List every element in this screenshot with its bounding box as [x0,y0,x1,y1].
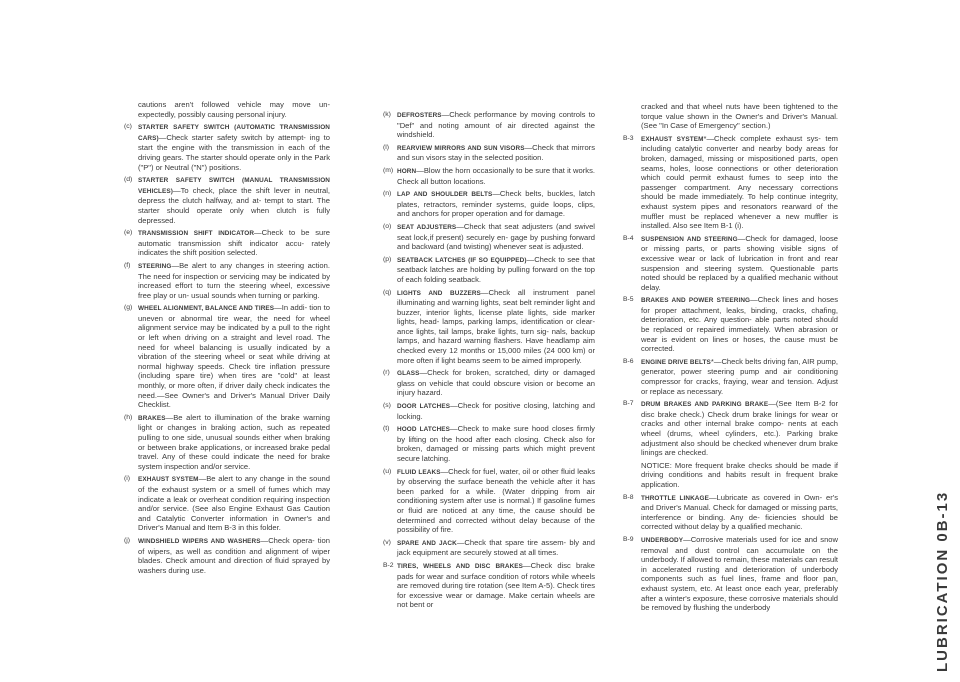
checklist-item [124,122,330,172]
item-label: (r) [383,369,390,377]
item-heading: ENGINE DRIVE BELTS [641,358,711,366]
item-text: —Check for broken, scratched, dirty or damaged glass on vehicle that could obscure vision or become an injury hazard. [397,368,595,398]
item-text: —Check to be sure automatic transmission shift indicator accu- rately indicates the shift position selected. [138,228,330,258]
item-label: (t) [383,425,390,433]
checklist-item [383,401,595,421]
item-heading: LIGHTS AND BUZZERS [397,289,481,297]
item-label: B-8 [623,493,634,501]
item-heading: REARVIEW MIRRORS AND SUN VISORS [397,144,525,152]
item-label: (o) [383,222,392,230]
item-text: —Be alert to any changes in steering action. The need for inspection or servicing may be indicated by increased effort to turn the steering wheel, excessive free play or un- usual sounds when turning or parking. [138,260,330,300]
checklist-item [623,535,838,613]
item-text: —Check that spare tire assem- bly and jack equipment are securely stowed at all times. [397,537,595,558]
item-label: (j) [124,536,131,544]
intro-paragraph: cautions aren't followed vehicle may move un- expectedly, possibly causing personal injury. [138,100,330,119]
checklist-item [623,357,838,396]
item-text: *—Check complete exhaust sys- tem including catalytic converter and nearby body areas for broken, damaged, missing or mispositioned parts, open seams, holes, loose connections or other deterioration which could permit exhaust fumes to seep into the passenger compartment. Any necessary corrections should be made immediately. To help continue integrity, exhaust system pipes and resonators rearward of the muffler must be replaced whenever a new muffler is installed. Also see Item B-1 (i). [641,133,838,231]
item-heading: HOOD LATCHES [397,426,451,434]
item-label: (f) [124,261,131,269]
item-label: (p) [383,255,392,263]
checklist-item [383,255,595,285]
item-heading: SUSPENSION AND STEERING [641,235,738,243]
item-text: —Be alert to any change in the sound of the exhaust system or a smell of fumes which may indicate a leak or overheat condition requiring inspection and/or service. (See also Engine Exhaust Gas Caution and Catalytic Converter information in Owner's and Driver's Manual and Item B-3 in this folder. [138,474,330,533]
item-label: (d) [124,176,133,184]
item-text: —Lubricate as covered in Own- er's and Driver's Manual. Check for damaged or missing parts, interference or binding. Any de- ficiencies should be corrected without delay by a qualified mechanic. [641,492,838,532]
item-label: (i) [124,475,131,483]
item-label: (u) [383,467,392,475]
item-label: B-3 [623,134,634,142]
item-label: B-6 [623,357,634,365]
checklist-item [383,424,595,463]
item-heading: SEATBACK LATCHES (IF SO EQUIPPED) [397,256,527,264]
item-label: B-9 [623,535,634,543]
item-text: —Check performance by moving controls to "Def" and noting amount of air directed against the windshield. [397,110,595,140]
item-heading: DOOR LATCHES [397,403,451,411]
item-label: (c) [124,123,132,131]
checklist-item [623,295,838,354]
item-label: (g) [124,304,133,312]
checklist-item [383,166,595,186]
item-label: B-4 [623,234,634,242]
item-label: B-7 [623,400,634,408]
item-heading: DRUM BRAKES AND PARKING BRAKE [641,401,769,409]
item-heading: GLASS [397,370,420,378]
item-heading: EXHAUST SYSTEM [641,135,704,143]
checklist-item [124,536,330,575]
item-label: (v) [383,538,391,546]
item-text: —To check, place the shift lever in neutral, depress the clutch halfway, and at- tempt to start. The starter should operate only when clutch is fully depressed. [138,185,330,225]
item-text: —Check for positive closing, latching and locking. [397,401,595,421]
checklist-item [623,461,838,490]
section-page-header: LUBRICATION 0B-13 [934,490,951,672]
item-heading: WINDSHIELD WIPERS AND WASHERS [138,537,261,545]
checklist-item [124,175,330,225]
checklist-item [124,228,330,258]
checklist-item [623,493,838,532]
column-right [623,102,838,616]
checklist-item [124,303,330,410]
column-middle [383,110,595,613]
checklist-item [383,222,595,252]
intro-paragraph: cracked and that wheel nuts have been tightened to the torque value shown in the Owner's and Driver's Manual. (See "In Case of Emergency" section.) [641,102,838,131]
item-heading: STARTER SAFETY SWITCH (AUTOMATIC TRANSMISSION CARS) [138,124,330,142]
item-text: —(See Item B-2 for disc brake check.) Check drum brake linings for wear or cracks and other internal brake compo- nents at each wheel (drums, wheel cylinders, etc.). Parking brake adjustment also should be checked whenever drum brake linings are checked. [641,399,838,458]
checklist-item [383,538,595,558]
item-text: —Check lines and hoses for proper attachment, leaks, binding, cracks, chafing, deterioration, etc. Any question- able parts noted should be replaced or repaired immediately. When abrasion or wear is evident on lines or hoses, the cause must be corrected. [641,295,839,354]
checklist-item [383,143,595,163]
checklist-item [383,561,595,610]
item-text: —Check for damaged, loose or missing parts, or parts showing visible signs of excessive wear or lack of lubrication in front and rear suspension and steering system. Questionable parts noted should be replaced by a qualified mechanic without delay. [641,233,838,292]
item-text: —Check for fuel, water, oil or other fluid leaks by observing the surface beneath the vehicle after it has been parked for a while. (Water dripping from air conditioning system after use is normal.) If gasoline fumes or fluid are noticed at any time, the cause should be determined and corrected without delay because of the possibility of fire. [397,466,595,535]
item-text: NOTICE: More frequent brake checks should be made if driving conditions and habits result in frequent brake application. [641,460,838,489]
item-heading: HORN [397,167,417,175]
item-heading: BRAKES [138,414,166,422]
item-heading: SEAT ADJUSTERS [397,223,457,231]
checklist-item [124,413,330,472]
item-label: B-5 [623,296,634,304]
checklist-item [383,288,595,366]
checklist-item [383,110,595,140]
checklist-item [623,399,838,458]
item-text: —Blow the horn occasionally to be sure that it works. Check all button locations. [397,165,595,186]
item-text: —Check opera- tion of wipers, as well as condition and alignment of wiper blades. Check amount and direction of fluid sprayed by washers during use. [138,535,330,575]
checklist-item [383,467,595,535]
item-heading: LAP AND SHOULDER BELTS [397,191,493,199]
item-text: —Check belts, buckles, latch plates, retractors, reminder systems, guide loops, clips, and anchors for proper operation and for damage. [397,189,595,219]
column-left [124,100,330,578]
item-heading: STEERING [138,262,172,270]
item-label: (q) [383,288,392,296]
item-text: —Check that seat adjusters (and swivel seat lock,if present) securely en- gage by pushing forward and backward (and twisting) whenever seat is adjusted. [397,221,595,252]
checklist-item [124,474,330,533]
item-label: (h) [124,413,133,421]
item-label: (l) [383,143,390,151]
checklist-item [124,261,330,300]
item-heading: WHEEL ALIGNMENT, BALANCE AND TIRES [138,305,275,313]
item-heading: STARTER SAFETY SWITCH (MANUAL TRANSMISSION VEHICLES) [138,177,330,195]
item-heading: FLUID LEAKS [397,468,441,476]
item-heading: EXHAUST SYSTEM [138,476,199,484]
item-heading: TRANSMISSION SHIFT INDICATOR [138,230,255,238]
item-heading: UNDERBODY [641,536,684,544]
item-heading: BRAKES AND POWER STEERING [641,297,751,305]
item-text: —Check that mirrors and sun visors stay in the selected position. [397,142,595,163]
item-label: (m) [383,166,394,174]
item-heading: SPARE AND JACK [397,539,457,547]
item-text: —In addi- tion to uneven or abnormal tire wear, the need for wheel alignment service may be indicated by a pull to the right or left when driving on a straight and level road. The need for wheel balancing is usually indicated by a vibration of the steering wheel or seat while driving at normal highway speeds. Check tire inflation pressure (including spare tire) when tires are "cold" at least monthly, or more often, if driver daily check indicates the need.—See Owner's and Driver's Manual Driver Daily Checklist. [138,303,330,410]
item-heading: TIRES, WHEELS AND DISC BRAKES [397,562,524,570]
item-heading: DEFROSTERS [397,112,442,119]
checklist-item [623,134,838,231]
item-text: —Corrosive materials used for ice and snow removal and dust control can accumulate on the underbody. If allowed to remain, these materials can result in accelerated rusting and deterioration of underbody components such as fuel lines, frame and floor pan, exhaust system, etc. At least once each year, preferably after a winter's exposure, these corrosive materials should be removed by flushing the underbody [641,534,838,613]
item-label: (s) [383,402,391,410]
item-text: —Check to see that seatback latches are holding by pulling forward on the top of each folding seatback. [397,254,595,284]
item-text: —Be alert to illumination of the brake warning light or changes in braking action, such as repeated pulling to one side, unusual sounds either when braking or between brake applications, or increased brake pedal travel. Any of these could indicate the need for brake system inspection and/or service. [138,412,330,471]
item-label: (e) [124,229,133,237]
checklist-item [383,368,595,398]
checklist-item [623,234,838,293]
item-label: (n) [383,190,392,198]
checklist-item [383,189,595,219]
item-text: —Check to make sure hood closes firmly by lifting on the hood after each closing. Check also for broken, damaged or missing parts which might prevent secure latching. [397,424,595,463]
item-text: —Check starter safety switch by attempt- ing to start the engine with the transmission in each of the driving gears. The starter should operate only in the Park ("P") or Neutral ("N") positions. [138,132,330,172]
item-label: B-2 [383,561,394,569]
item-heading: THROTTLE LINKAGE [641,494,709,502]
item-text: *—Check belts driving fan, AIR pump, generator, power steering pump and air conditioning compressor for cracks, fraying, wear and tension. Adjust or replace as necessary. [641,356,839,396]
item-text: —Check disc brake pads for wear and surface condition of rotors while wheels are removed during tire rotation (see Item A-5). Check tires for excessive wear or damage. Make certain wheels are not bent or [397,560,596,610]
item-label: (k) [383,111,391,118]
item-text: —Check all instrument panel illuminating and warning lights, seat belt reminder light and buzzer, interior lights, license plate lights, side marker lights, head- lamps, parking lamps, identification or clear- ance lights, tail lamps, brake lights, turn sig- nals, backup lamps, and hazard warning flashers. Have headlamp aim checked every 12 months or 15,000 miles (24 000 km) or more often if light beams seem to be aimed improperly. [397,287,595,365]
